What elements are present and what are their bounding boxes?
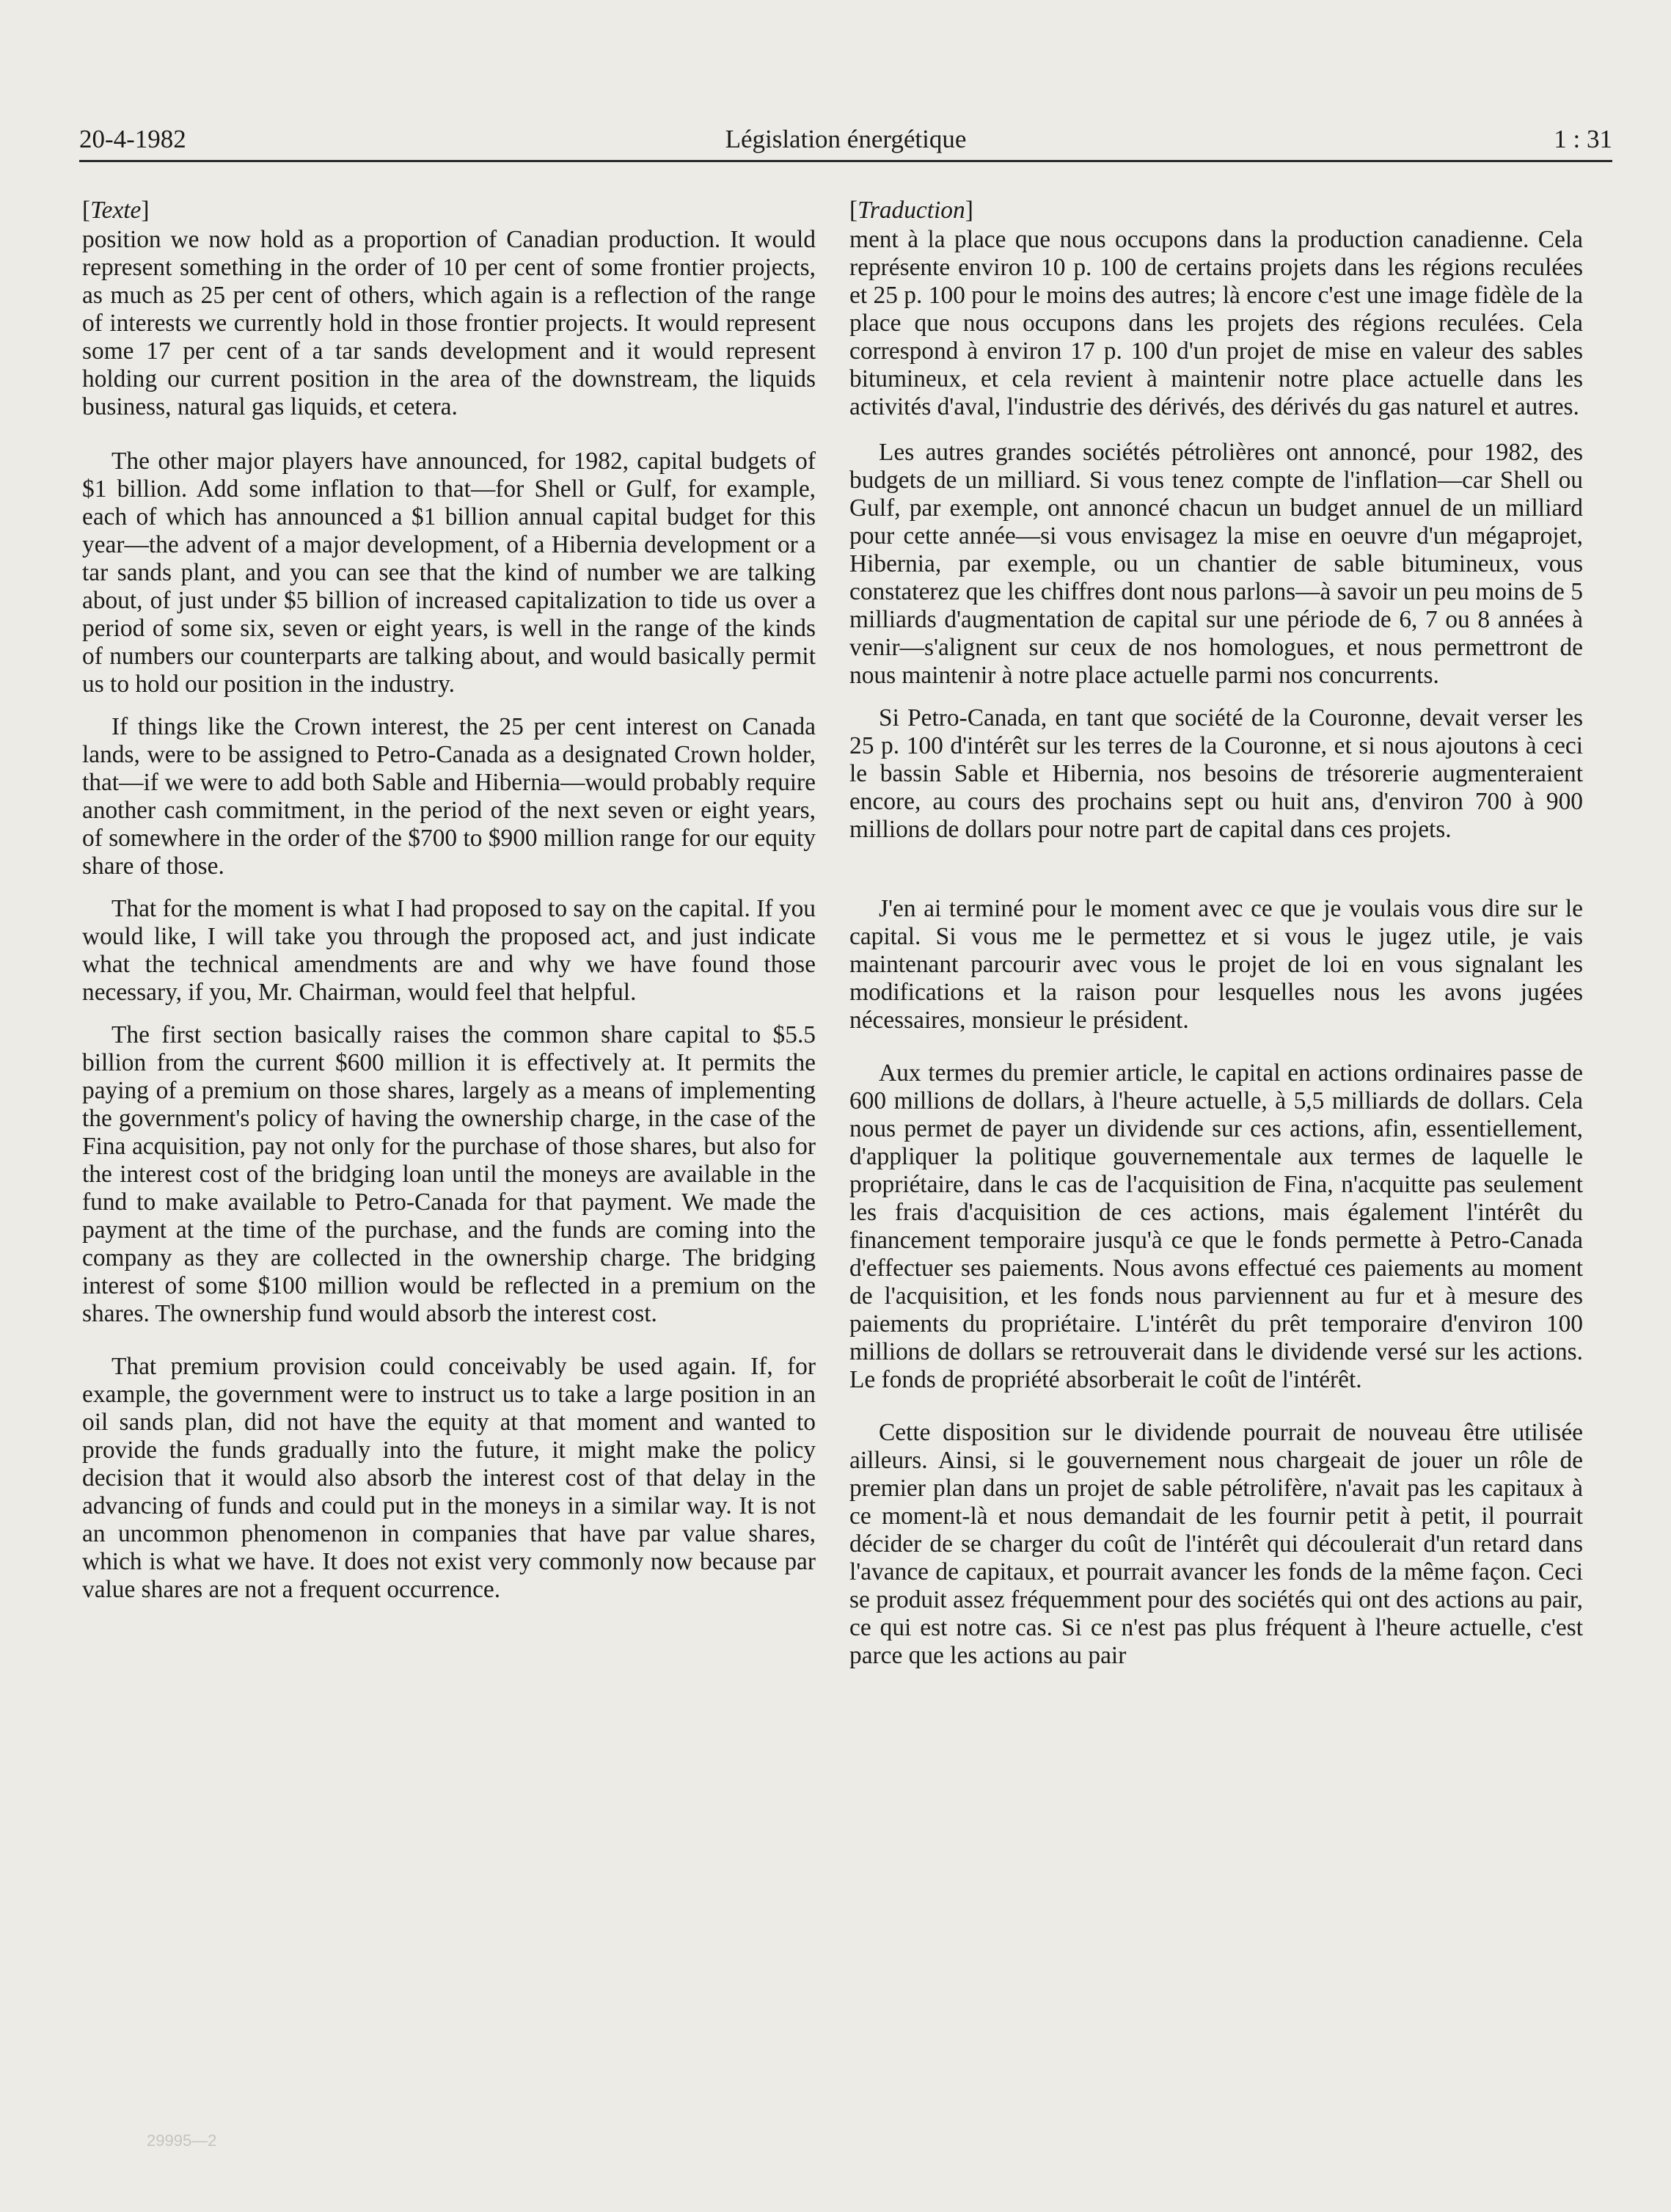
paragraph: That premium provision could conceivably be used again. If, for example, the government were to instruct us to take a large position in an oil sands plan, did not have the equity at that moment and wanted to provide the funds gradually into the future, it might make the policy decision that it would also absorb the interest cost of that delay in the advancing of funds and could put in the moneys in a similar way. It is not an uncommon phenomenon in companies that have par value shares, which is what we have. It does not exist very commonly now because par value shares are not a frequent occurrence. [82, 1353, 816, 1603]
french-column [849, 197, 1583, 1670]
column-label-traduction: [Traduction] [849, 197, 973, 224]
paragraph: J'en ai terminé pour le moment avec ce que je voulais vous dire sur le capital. Si vous me le permettez et si vous le jugez utile, je vais maintenant parcourir avec vous le projet de loi en vous signalant les modifications et la raison pour lesquelles nous les avons jugées nécessaires, monsieur le président. [849, 895, 1583, 1034]
header-date: 20-4-1982 [79, 125, 186, 153]
header-title: Législation énergétique [725, 125, 967, 153]
paragraph: The other major players have announced, for 1982, capital budgets of $1 billion. Add some inflation to that—for Shell or Gulf, for example, each of which has announced a $1 billion annual capital budget for this year—the advent of a major development, of a Hibernia development or a tar sands plant, and you can see that the kind of number we are talking about, of just under $5 billion of increased capitalization to tide us over a period of some six, seven or eight years, is well in the range of the kinds of numbers our counterparts are talking about, and would basically permit us to hold our position in the industry. [82, 448, 816, 698]
paragraph: Cette disposition sur le dividende pourrait de nouveau être utilisée ailleurs. Ainsi, si le gouvernement nous chargeait de jouer un rôle de premier plan dans un projet de sable pétrolifère, n'avait pas les capitaux à ce moment-là et nous demandait de les fournir petit à petit, il pourrait décider de se charger du coût de l'intérêt qui découlerait d'un retard dans l'avance de capitaux, et pourrait avancer les fonds de la même façon. Ceci se produit assez fréquemment pour des sociétés qui ont des actions au pair, ce qui est notre cas. Si ce n'est pas plus fréquent à l'heure actuelle, c'est parce que les actions au pair [849, 1419, 1583, 1669]
paragraph: If things like the Crown interest, the 25 per cent interest on Canada lands, were to be assigned to Petro-Canada as a designated Crown holder, that—if we were to add both Sable and Hibernia—would probably require another cash commitment, in the period of the next seven or eight years, of somewhere in the order of the $700 to $900 million range for our equity share of those. [82, 713, 816, 880]
english-column [82, 197, 816, 1604]
paragraph: Aux termes du premier article, le capital en actions ordinaires passe de 600 millions de dollars, à l'heure actuelle, à 5,5 milliards de dollars. Cela nous permet de payer un dividende sur ces actions, afin, essentiellement, d'appliquer la politique gouvernementale aux termes de laquelle le propriétaire, dans le cas de l'acquisition de Fina, n'acquitte pas seulement les frais d'acquisition de ces actions, mais également l'intérêt du financement temporaire jusqu'à ce que le fonds permette à Petro-Canada d'effectuer ses paiements. Nous avons effectué ces paiements au moment de l'acquisition, et les fonds nous parviennent au fur et à mesure des paiements du propriétaire. L'intérêt du prêt temporaire d'environ 100 millions de dollars se retrouverait dans le dividende versé sur les actions. Le fonds de propriété absorberait le coût de l'intérêt. [849, 1059, 1583, 1393]
header-page-number: 1 : 31 [1554, 125, 1612, 153]
paragraph: The first section basically raises the common share capital to $5.5 billion from the current $600 million it is effectively at. It permits the paying of a premium on those shares, largely as a means of implementing the government's policy of having the ownership charge, in the case of the Fina acquisition, pay not only for the purchase of those shares, but also for the interest cost of the bridging loan until the moneys are available in the fund to make available to Petro-Canada for that payment. We made the payment at the time of the purchase, and the funds are coming into the company as they are collected in the ownership charge. The bridging interest of some $100 million would be reflected in a premium on the shares. The ownership fund would absorb the interest cost. [82, 1021, 816, 1327]
column-label-texte: [Texte] [82, 197, 150, 224]
footer-print-code: 29995—2 [147, 2131, 217, 2150]
paragraph: position we now hold as a proportion of Canadian production. It would represent something in the order of 10 per cent of some frontier projects, as much as 25 per cent of others, which again is a reflection of the range of interests we currently hold in those frontier projects. It would represent some 17 per cent of a tar sands development and it would represent holding our current position in the area of the downstream, the liquids business, natural gas liquids, et cetera. [82, 226, 816, 420]
paragraph: ment à la place que nous occupons dans la production canadienne. Cela représente environ 10 p. 100 de certains projets dans les régions reculées et 25 p. 100 pour le moins des autres; là encore c'est une image fidèle de la place que nous occupons dans les projets des régions reculées. Cela correspond à environ 17 p. 100 d'un projet de mise en valeur des sables bitumineux, et cela revient à maintenir notre place actuelle dans les activités d'aval, l'industrie des dérivés, des dérivés du gas naturel et autres. [849, 226, 1583, 420]
paragraph: That for the moment is what I had proposed to say on the capital. If you would like, I will take you through the proposed act, and just indicate what the technical amendments are and why we have found those necessary, if you, Mr. Chairman, would feel that helpful. [82, 895, 816, 1006]
page-header [79, 123, 1612, 162]
paragraph: Si Petro-Canada, en tant que société de la Couronne, devait verser les 25 p. 100 d'intérêt sur les terres de la Couronne, et si nous ajoutons à ceci le bassin Sable et Hibernia, nos besoins de trésorerie augmenteraient encore, au cours des prochains sept ou huit ans, d'environ 700 à 900 millions de dollars pour notre part de capital dans ces projets. [849, 704, 1583, 843]
paragraph: Les autres grandes sociétés pétrolières ont annoncé, pour 1982, des budgets de un milliard. Si vous tenez compte de l'inflation—car Shell ou Gulf, par exemple, ont annoncé chacun un budget annuel de un milliard pour cette année—si vous envisagez la mise en oeuvre d'un mégaprojet, Hibernia, par exemple, ou un chantier de sable bitumineux, vous constaterez que les chiffres dont nous parlons—à savoir un peu moins de 5 milliards d'augmentation de capital sur une période de 6, 7 ou 8 années à venir—s'alignent sur ceux de nos homologues, et nous permettront de nous maintenir à notre place actuelle parmi nos concurrents. [849, 439, 1583, 689]
